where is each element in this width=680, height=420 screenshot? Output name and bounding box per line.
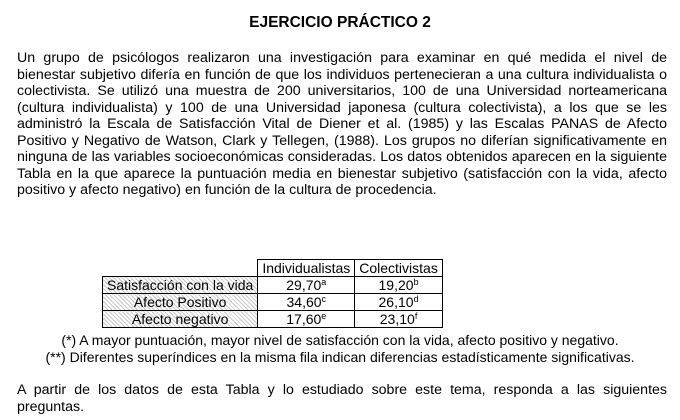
row-label: Satisfacción con la vida bbox=[103, 277, 258, 294]
row-label: Afecto negativo bbox=[103, 311, 258, 328]
cell-colectivistas bbox=[355, 294, 443, 311]
table-note-2: (**) Diferentes superíndices en la misma fila indican diferencias estadísticamente significativas. bbox=[45, 349, 635, 365]
cell-individualistas bbox=[258, 277, 355, 294]
cell-superscript: a bbox=[321, 277, 327, 287]
cell-individualistas bbox=[258, 294, 355, 311]
cell-superscript: d bbox=[413, 294, 419, 304]
cell-value: 23,10 bbox=[379, 311, 415, 327]
intro-paragraph: Un grupo de psicólogos realizaron una investigación para examinar en qué medida el nivel de bienestar subjetivo difería en función de que los individuos pertenecieran a una cultura individualista o colectivista. Se utilizó una muestra de 200 universitarios, 100 de una Universidad norteamericana (cultura individualista) y 100 de una Universidad japonesa (cultura colectivista), a los que se les administró la Escala de Satisfacción Vital de Diener et al. (1985) y las Escalas PANAS de Afecto Positivo y Negativo de Watson, Clark y Tellegen, (1988). Los grupos no diferían significativamente en ninguna de las variables socioeconómicas consideradas. Los datos obtenidos aparecen en la siguiente Tabla en la que aparece la puntuación media en bienestar subjetivo (satisfacción con la vida, afecto positivo y afecto negativo) en función de la cultura de procedencia. bbox=[17, 50, 667, 198]
table-row bbox=[103, 277, 443, 294]
closing-paragraph: A partir de los datos de esta Tabla y lo estudiado sobre este tema, responda a las siguientes preguntas. bbox=[17, 382, 667, 415]
column-header-colectivistas: Colectivistas bbox=[355, 260, 443, 277]
table-header-row bbox=[103, 260, 443, 277]
cell-individualistas bbox=[258, 311, 355, 328]
cell-value: 19,20 bbox=[378, 277, 414, 293]
cell-superscript: c bbox=[321, 294, 327, 304]
table-row bbox=[103, 294, 443, 311]
results-table bbox=[102, 259, 443, 328]
cell-value: 34,60 bbox=[286, 294, 322, 310]
cell-superscript: e bbox=[321, 311, 327, 321]
cell-value: 17,60 bbox=[286, 311, 322, 327]
table-note-1: (*) A mayor puntuación, mayor nivel de satisfacción con la vida, afecto positivo y negativo. bbox=[61, 332, 619, 348]
table-row bbox=[103, 311, 443, 328]
column-header-individualistas: Individualistas bbox=[258, 260, 355, 277]
cell-colectivistas bbox=[355, 311, 443, 328]
cell-value: 29,70 bbox=[286, 277, 322, 293]
cell-superscript: b bbox=[413, 277, 419, 287]
cell-colectivistas bbox=[355, 277, 443, 294]
cell-value: 26,10 bbox=[378, 294, 414, 310]
table-corner-cell bbox=[103, 260, 258, 277]
row-label: Afecto Positivo bbox=[103, 294, 258, 311]
cell-superscript: f bbox=[414, 311, 418, 321]
page-title: EJERCICIO PRÁCTICO 2 bbox=[249, 14, 431, 31]
